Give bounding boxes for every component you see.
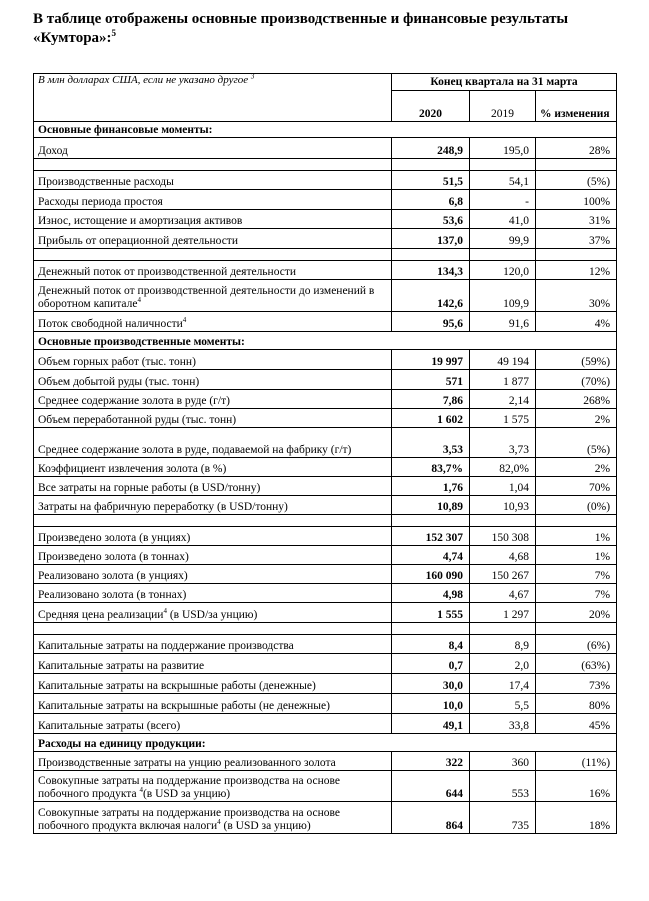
table-row (34, 527, 617, 546)
row-label: Износ, истощение и амортизация активов (34, 210, 392, 229)
table-row (34, 584, 617, 603)
row-label: Реализовано золота (в унциях) (34, 565, 392, 584)
section-title: Расходы на единицу продукции: (34, 734, 617, 752)
value-change: (5%) (536, 428, 617, 458)
section-title: Основные финансовые моменты: (34, 122, 617, 138)
value-2019: 99,9 (470, 229, 536, 249)
value-2020: 4,98 (392, 584, 470, 603)
value-2019: 120,0 (470, 261, 536, 280)
value-change: (6%) (536, 635, 617, 654)
row-label: Затраты на фабричную переработку (в USD/тонну) (34, 496, 392, 515)
table-row (34, 714, 617, 734)
row-label: Среднее содержание золота в руде (г/т) (34, 390, 392, 409)
value-2019: 360 (470, 752, 536, 771)
value-2019: 150 267 (470, 565, 536, 584)
table-row (34, 409, 617, 428)
column-header-2019: 2019 (470, 91, 536, 122)
period-header: Конец квартала на 31 марта (392, 74, 617, 91)
spacer-cell (536, 623, 617, 635)
value-2020: 142,6 (392, 280, 470, 312)
value-2019: 5,5 (470, 694, 536, 714)
table-row (34, 752, 617, 771)
table-row (34, 390, 617, 409)
table-row (34, 312, 617, 332)
table-row (34, 190, 617, 210)
value-2019: 2,14 (470, 390, 536, 409)
value-change: 20% (536, 603, 617, 623)
footnote-mark: 4 (137, 296, 141, 305)
unit-note-text: В млн долларах США, если не указано другое (38, 74, 249, 86)
value-change: (0%) (536, 496, 617, 515)
table-row (34, 546, 617, 565)
value-2019: 1 575 (470, 409, 536, 428)
value-change: 12% (536, 261, 617, 280)
row-label: Капитальные затраты на вскрышные работы (не денежные) (34, 694, 392, 714)
page-heading (33, 10, 623, 48)
row-label: Производственные расходы (34, 171, 392, 190)
table-row (34, 280, 617, 312)
spacer-row (34, 249, 617, 261)
value-2019: 33,8 (470, 714, 536, 734)
value-change: 1% (536, 527, 617, 546)
spacer-cell (470, 623, 536, 635)
spacer-cell (34, 515, 392, 527)
value-change: 28% (536, 138, 617, 159)
value-change: 2% (536, 409, 617, 428)
value-2019: 8,9 (470, 635, 536, 654)
table-row (34, 138, 617, 159)
table-row (34, 261, 617, 280)
value-2020: 322 (392, 752, 470, 771)
value-change: 4% (536, 312, 617, 332)
spacer-cell (470, 249, 536, 261)
value-change: 80% (536, 694, 617, 714)
value-2020: 53,6 (392, 210, 470, 229)
section-title: Основные производственные моменты: (34, 332, 617, 350)
row-label: Объем добытой руды (тыс. тонн) (34, 370, 392, 390)
table-row (34, 802, 617, 834)
row-label: Среднее содержание золота в руде, подаваемой на фабрику (г/т) (34, 428, 392, 458)
value-2019: 2,0 (470, 654, 536, 674)
value-change: 100% (536, 190, 617, 210)
value-2019: 82,0% (470, 458, 536, 477)
table-row (34, 635, 617, 654)
value-change: 7% (536, 584, 617, 603)
spacer-cell (34, 249, 392, 261)
row-label: Расходы периода простоя (34, 190, 392, 210)
value-2019: 735 (470, 802, 536, 834)
spacer-cell (536, 515, 617, 527)
spacer-cell (392, 159, 470, 171)
table-row (34, 210, 617, 229)
value-change: (59%) (536, 350, 617, 370)
value-change: 70% (536, 477, 617, 496)
table-row (34, 496, 617, 515)
value-change: (5%) (536, 171, 617, 190)
value-2020: 248,9 (392, 138, 470, 159)
table-row (34, 458, 617, 477)
header-row-1 (34, 74, 617, 91)
row-label: Капитальные затраты на поддержание производства (34, 635, 392, 654)
spacer-row (34, 623, 617, 635)
value-2019: 17,4 (470, 674, 536, 694)
spacer-cell (536, 159, 617, 171)
value-2020: 3,53 (392, 428, 470, 458)
footnote-mark: 4 (139, 786, 143, 795)
unit-note (34, 74, 392, 122)
spacer-cell (392, 623, 470, 635)
table-row (34, 171, 617, 190)
value-2019: 150 308 (470, 527, 536, 546)
value-change: (11%) (536, 752, 617, 771)
row-label: Объем горных работ (тыс. тонн) (34, 350, 392, 370)
value-2020: 644 (392, 771, 470, 802)
value-2020: 83,7% (392, 458, 470, 477)
table-row (34, 654, 617, 674)
value-2020: 95,6 (392, 312, 470, 332)
row-label: Доход (34, 138, 392, 159)
value-2020: 1,76 (392, 477, 470, 496)
section-row (34, 122, 617, 138)
value-2019: 4,68 (470, 546, 536, 565)
spacer-row (34, 159, 617, 171)
column-header-2020: 2020 (392, 91, 470, 122)
table-row (34, 603, 617, 623)
value-2020: 571 (392, 370, 470, 390)
value-2019: 4,67 (470, 584, 536, 603)
value-2019: 1,04 (470, 477, 536, 496)
value-change: (63%) (536, 654, 617, 674)
spacer-cell (34, 623, 392, 635)
section-row (34, 734, 617, 752)
value-change: 2% (536, 458, 617, 477)
unit-note-footnote: 3 (250, 72, 255, 81)
value-2020: 10,0 (392, 694, 470, 714)
row-label: Совокупные затраты на поддержание производства на основе побочного продукта $^4$(в USD за унцию) (34, 771, 392, 802)
spacer-cell (392, 249, 470, 261)
table-row (34, 674, 617, 694)
row-label: Коэффициент извлечения золота (в %) (34, 458, 392, 477)
row-label: Денежный поток от производственной деятельности (34, 261, 392, 280)
value-2019: 109,9 (470, 280, 536, 312)
row-label: Прибыль от операционной деятельности (34, 229, 392, 249)
value-2020: 30,0 (392, 674, 470, 694)
value-change: 1% (536, 546, 617, 565)
table-row (34, 771, 617, 802)
row-label: Капитальные затраты на вскрышные работы (денежные) (34, 674, 392, 694)
row-label: Совокупные затраты на поддержание производства на основе побочного продукта включая налоги$^4$ (в USD за унцию) (34, 802, 392, 834)
value-2020: 1 602 (392, 409, 470, 428)
footnote-mark: 4 (163, 607, 167, 616)
table-row (34, 565, 617, 584)
value-2019: 91,6 (470, 312, 536, 332)
table-row (34, 370, 617, 390)
table-row (34, 350, 617, 370)
value-2019: 3,73 (470, 428, 536, 458)
row-label: Поток свободной наличности$^4$ (34, 312, 392, 332)
table-row (34, 428, 617, 458)
value-change: 45% (536, 714, 617, 734)
row-label: Произведено золота (в унциях) (34, 527, 392, 546)
results-table (33, 73, 617, 834)
value-2020: 7,86 (392, 390, 470, 409)
value-2020: 0,7 (392, 654, 470, 674)
value-2019: 1 297 (470, 603, 536, 623)
footnote-mark: 4 (182, 316, 187, 325)
heading-text: В таблице отображены основные производственные и финансовые результаты «Кумтора»: (33, 11, 569, 46)
value-2020: 51,5 (392, 171, 470, 190)
spacer-cell (470, 515, 536, 527)
value-change: 268% (536, 390, 617, 409)
section-row (34, 332, 617, 350)
value-2020: 864 (392, 802, 470, 834)
value-2020: 19 997 (392, 350, 470, 370)
value-2019: 1 877 (470, 370, 536, 390)
value-change: 30% (536, 280, 617, 312)
value-2019: 49 194 (470, 350, 536, 370)
row-label: Капитальные затраты на развитие (34, 654, 392, 674)
value-2020: 134,3 (392, 261, 470, 280)
value-2019: 54,1 (470, 171, 536, 190)
row-label: Все затраты на горные работы (в USD/тонну) (34, 477, 392, 496)
value-change: 18% (536, 802, 617, 834)
value-change: 31% (536, 210, 617, 229)
value-change: 37% (536, 229, 617, 249)
value-2019: 41,0 (470, 210, 536, 229)
table-row (34, 477, 617, 496)
value-change: 7% (536, 565, 617, 584)
value-2020: 152 307 (392, 527, 470, 546)
value-change: (70%) (536, 370, 617, 390)
row-label: Реализовано золота (в тоннах) (34, 584, 392, 603)
value-2020: 1 555 (392, 603, 470, 623)
row-label: Объем переработанной руды (тыс. тонн) (34, 409, 392, 428)
row-label: Средняя цена реализации$^4$ (в USD/за унцию) (34, 603, 392, 623)
value-2019: - (470, 190, 536, 210)
spacer-cell (392, 515, 470, 527)
value-2020: 4,74 (392, 546, 470, 565)
spacer-cell (34, 159, 392, 171)
value-change: 16% (536, 771, 617, 802)
table-row (34, 694, 617, 714)
row-label: Произведено золота (в тоннах) (34, 546, 392, 565)
value-change: 73% (536, 674, 617, 694)
table-row (34, 229, 617, 249)
value-2020: 8,4 (392, 635, 470, 654)
value-2019: 553 (470, 771, 536, 802)
heading-footnote: 5 (111, 28, 117, 38)
row-label: Производственные затраты на унцию реализованного золота (34, 752, 392, 771)
value-2020: 49,1 (392, 714, 470, 734)
value-2019: 10,93 (470, 496, 536, 515)
value-2020: 10,89 (392, 496, 470, 515)
value-2020: 137,0 (392, 229, 470, 249)
value-2020: 6,8 (392, 190, 470, 210)
row-label: Денежный поток от производственной деятельности до изменений в оборотном капитале$^4$ (34, 280, 392, 312)
spacer-cell (536, 249, 617, 261)
spacer-cell (470, 159, 536, 171)
value-2019: 195,0 (470, 138, 536, 159)
column-header-change: % изменения (536, 91, 617, 122)
value-2020: 160 090 (392, 565, 470, 584)
footnote-mark: 4 (217, 818, 221, 827)
spacer-row (34, 515, 617, 527)
row-label: Капитальные затраты (всего) (34, 714, 392, 734)
